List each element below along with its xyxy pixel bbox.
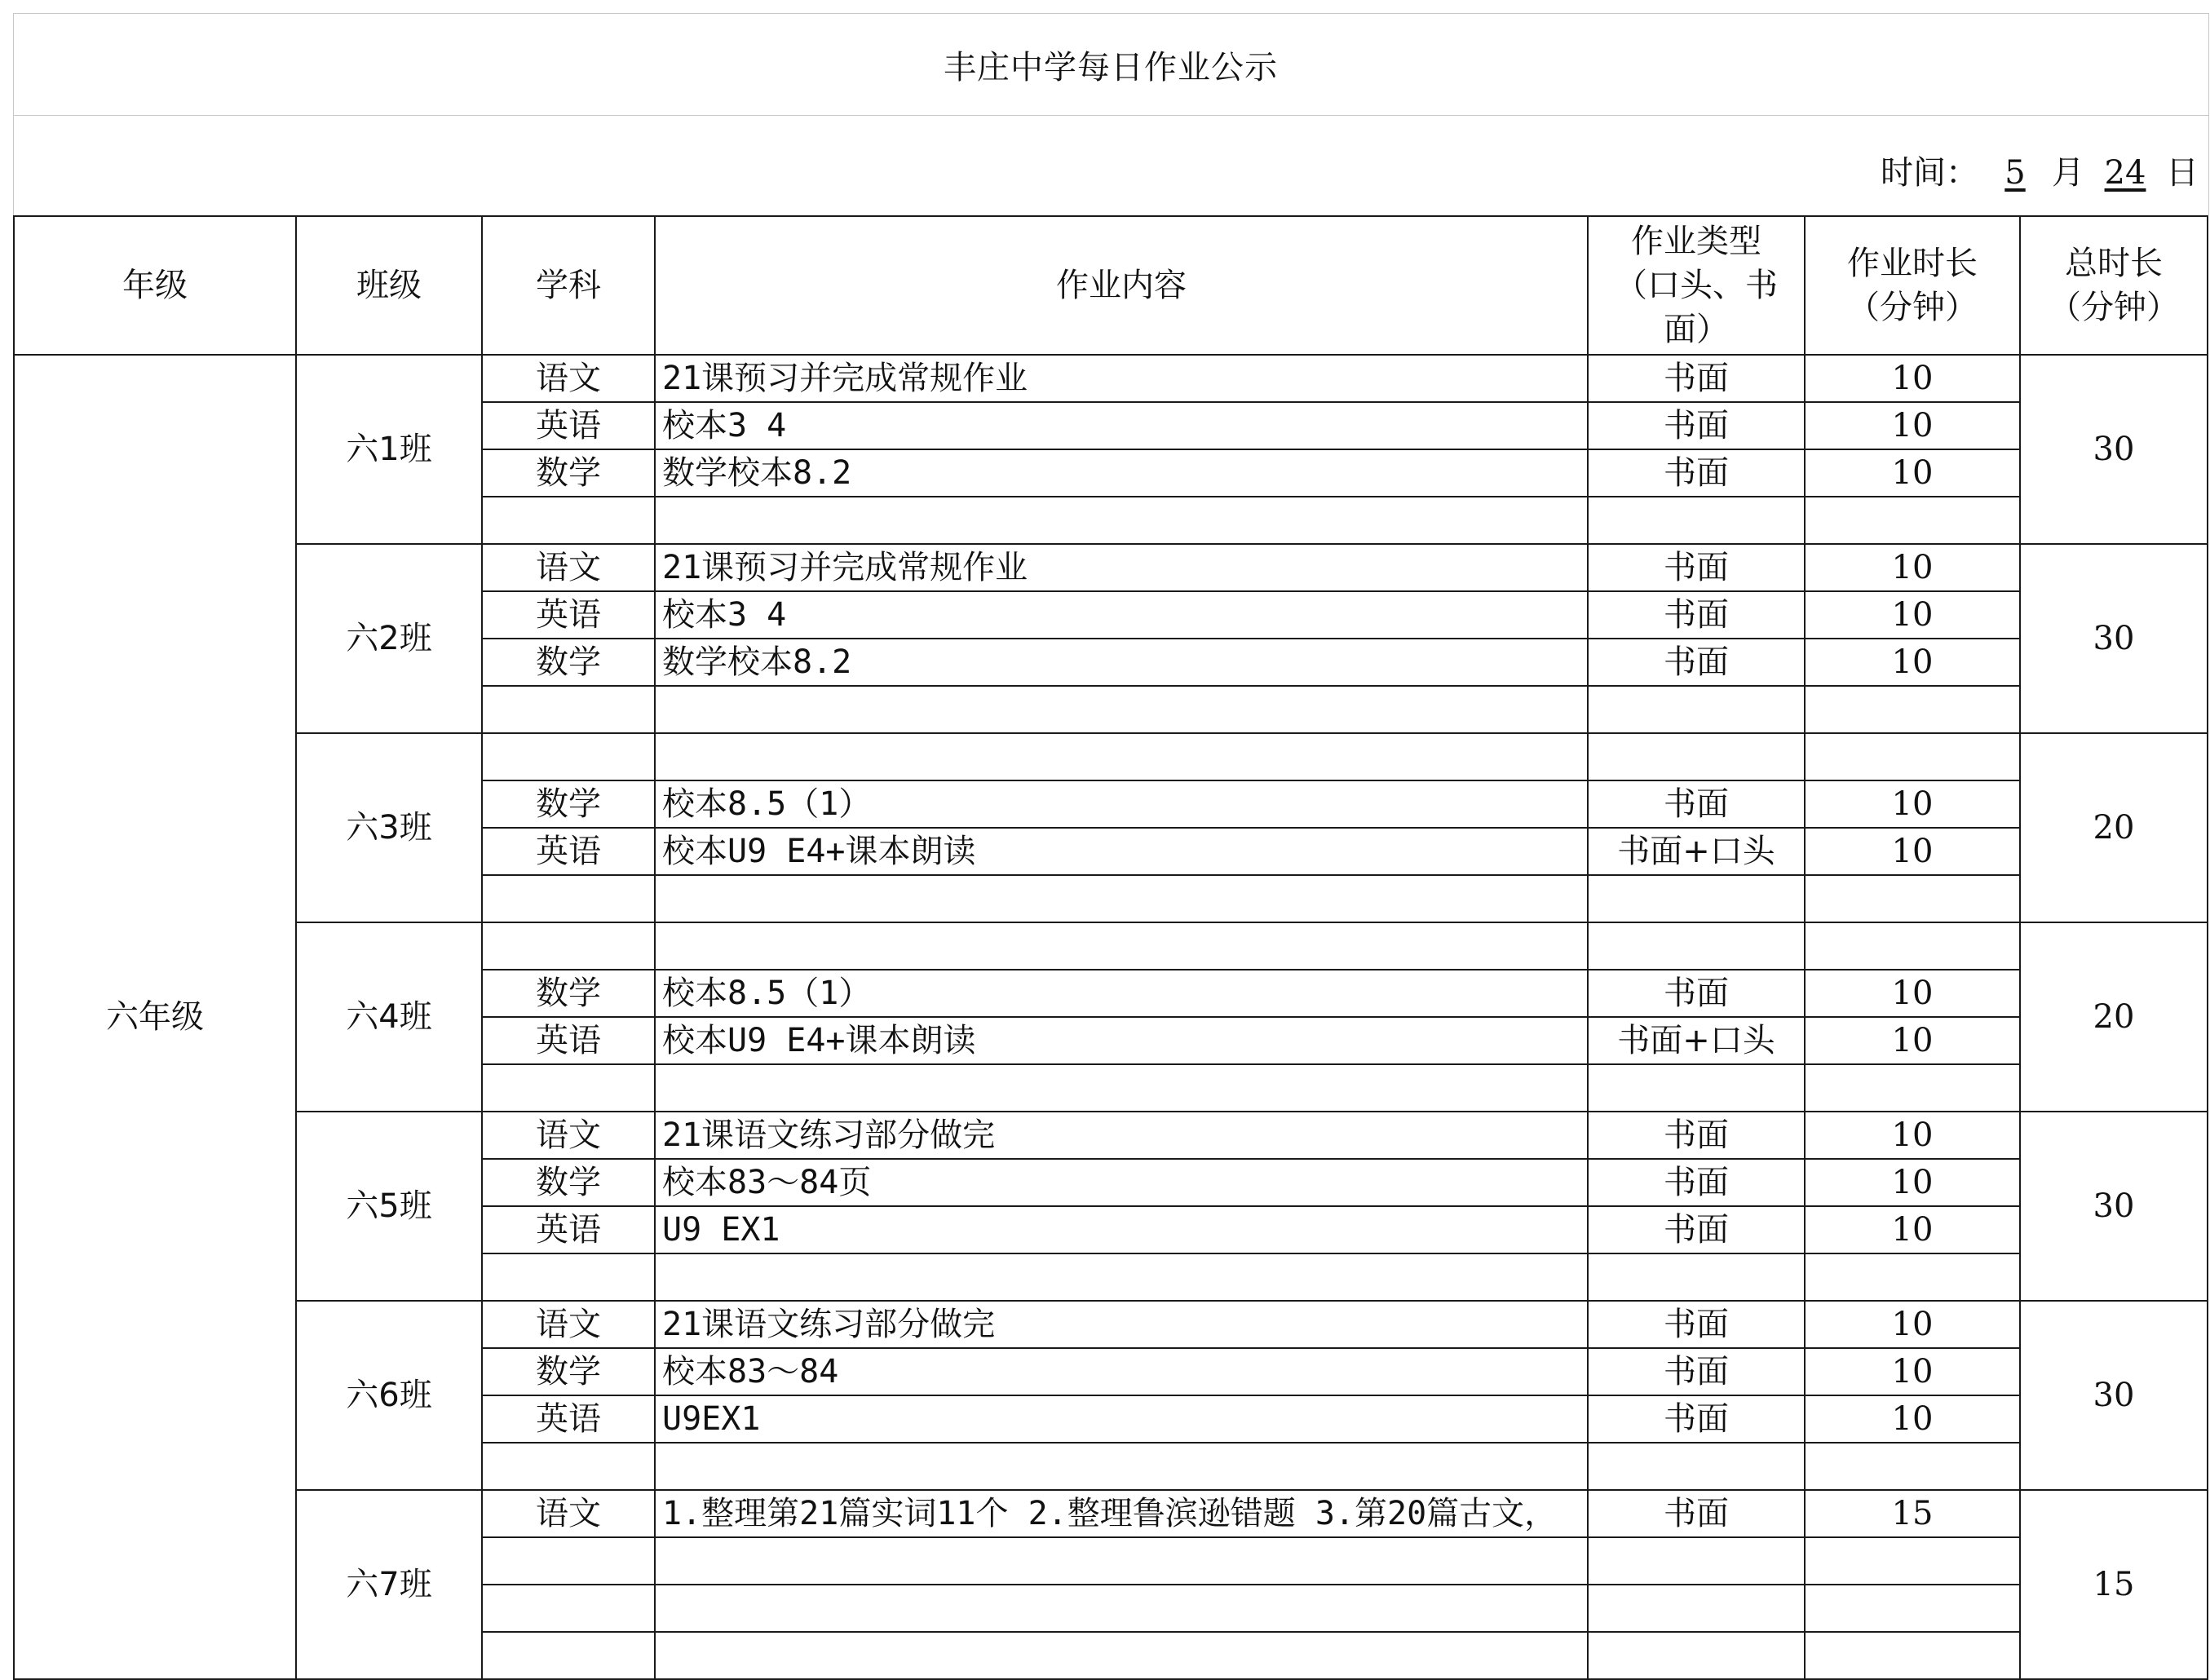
class-cell: 六7班	[296, 1490, 482, 1679]
class-cell: 六1班	[296, 355, 482, 544]
duration-cell: 10	[1805, 1159, 2020, 1206]
type-cell: 书面	[1588, 1112, 1805, 1159]
duration-cell: 10	[1805, 544, 2020, 591]
type-cell	[1588, 1443, 1805, 1490]
table-row	[14, 1112, 2208, 1159]
content-cell: 数学校本8.2	[655, 449, 1588, 497]
content-cell: 校本83～84页	[655, 1159, 1588, 1206]
header-duration-line: （分钟）	[1847, 289, 1978, 326]
header-total-line: 总时长	[2065, 245, 2163, 282]
type-cell: 书面	[1588, 639, 1805, 686]
date-month-label: 月	[2052, 154, 2084, 192]
subject-cell	[482, 1632, 655, 1679]
header-type-line: 作业类型	[1631, 223, 1761, 260]
subject-cell: 英语	[482, 1017, 655, 1064]
subject-cell: 语文	[482, 355, 655, 402]
subject-cell: 英语	[482, 828, 655, 875]
duration-cell: 10	[1805, 1348, 2020, 1395]
duration-cell	[1805, 497, 2020, 544]
duration-cell	[1805, 1632, 2020, 1679]
table-row	[14, 733, 2208, 780]
content-cell	[655, 1253, 1588, 1301]
subject-cell: 语文	[482, 1301, 655, 1348]
sheet-right-border	[2208, 13, 2209, 215]
date-month: 5	[2004, 154, 2026, 192]
duration-cell: 10	[1805, 449, 2020, 497]
type-cell: 书面	[1588, 1159, 1805, 1206]
duration-cell: 10	[1805, 639, 2020, 686]
type-cell	[1588, 1253, 1805, 1301]
duration-cell: 10	[1805, 355, 2020, 402]
content-cell: 校本3 4	[655, 402, 1588, 449]
type-cell: 书面	[1588, 1490, 1805, 1537]
content-cell	[655, 1064, 1588, 1112]
subject-cell: 数学	[482, 449, 655, 497]
header-type-line: 面）	[1664, 311, 1729, 348]
content-cell: 21课语文练习部分做完	[655, 1301, 1588, 1348]
duration-cell: 15	[1805, 1490, 2020, 1537]
header-row	[14, 216, 2208, 355]
total-cell: 30	[2020, 1112, 2208, 1301]
subject-cell: 数学	[482, 639, 655, 686]
total-cell: 20	[2020, 922, 2208, 1112]
content-cell	[655, 733, 1588, 780]
duration-cell: 10	[1805, 828, 2020, 875]
subject-cell	[482, 1585, 655, 1632]
total-cell: 30	[2020, 1301, 2208, 1490]
duration-cell: 10	[1805, 970, 2020, 1017]
type-cell: 书面	[1588, 970, 1805, 1017]
duration-cell	[1805, 875, 2020, 922]
type-cell: 书面	[1588, 1348, 1805, 1395]
total-cell: 20	[2020, 733, 2208, 922]
type-cell: 书面+口头	[1588, 828, 1805, 875]
type-cell	[1588, 922, 1805, 970]
subject-cell	[482, 875, 655, 922]
subject-cell: 语文	[482, 1112, 655, 1159]
subject-cell: 英语	[482, 402, 655, 449]
duration-cell: 10	[1805, 1017, 2020, 1064]
type-cell	[1588, 1537, 1805, 1585]
table-row	[14, 1301, 2208, 1348]
subject-cell: 数学	[482, 1348, 655, 1395]
type-cell	[1588, 1585, 1805, 1632]
duration-cell: 10	[1805, 1206, 2020, 1253]
content-cell: 1.整理第21篇实词11个 2.整理鲁滨逊错题 3.第20篇古文，	[655, 1490, 1588, 1537]
header-class: 班级	[296, 216, 482, 355]
date-prefix: 时间：	[1881, 154, 1978, 192]
subject-cell: 数学	[482, 780, 655, 828]
type-cell: 书面	[1588, 591, 1805, 639]
duration-cell: 10	[1805, 780, 2020, 828]
subject-cell: 英语	[482, 1206, 655, 1253]
content-cell: 21课预习并完成常规作业	[655, 544, 1588, 591]
subject-cell: 语文	[482, 1490, 655, 1537]
class-cell: 六2班	[296, 544, 482, 733]
date-row	[13, 114, 2208, 216]
duration-cell: 10	[1805, 591, 2020, 639]
duration-cell	[1805, 1443, 2020, 1490]
class-cell: 六5班	[296, 1112, 482, 1301]
subject-cell: 数学	[482, 1159, 655, 1206]
header-type	[1588, 216, 1805, 355]
content-cell	[655, 1632, 1588, 1679]
date-day: 24	[2104, 154, 2146, 192]
table-row	[14, 922, 2208, 970]
duration-cell: 10	[1805, 402, 2020, 449]
header-total-line: （分钟）	[2049, 289, 2179, 326]
content-cell	[655, 875, 1588, 922]
header-duration-line: 作业时长	[1847, 245, 1978, 282]
header-type-line: （口头、书	[1615, 267, 1778, 304]
type-cell: 书面	[1588, 780, 1805, 828]
subject-cell: 英语	[482, 1395, 655, 1443]
content-cell	[655, 686, 1588, 733]
type-cell: 书面	[1588, 1301, 1805, 1348]
duration-cell	[1805, 1537, 2020, 1585]
content-cell: 校本U9 E4+课本朗读	[655, 828, 1588, 875]
content-cell: 21课预习并完成常规作业	[655, 355, 1588, 402]
class-cell: 六4班	[296, 922, 482, 1112]
header-duration	[1805, 216, 2020, 355]
content-cell	[655, 1537, 1588, 1585]
date-line	[1881, 147, 2199, 193]
title-row	[13, 13, 2208, 116]
subject-cell	[482, 733, 655, 780]
type-cell	[1588, 733, 1805, 780]
duration-cell	[1805, 686, 2020, 733]
content-cell	[655, 922, 1588, 970]
total-cell: 30	[2020, 355, 2208, 544]
class-cell: 六6班	[296, 1301, 482, 1490]
type-cell	[1588, 875, 1805, 922]
content-cell: 校本83～84	[655, 1348, 1588, 1395]
class-cell: 六3班	[296, 733, 482, 922]
header-subject: 学科	[482, 216, 655, 355]
content-cell: U9EX1	[655, 1395, 1588, 1443]
subject-cell	[482, 1537, 655, 1585]
subject-cell: 数学	[482, 970, 655, 1017]
content-cell: 21课语文练习部分做完	[655, 1112, 1588, 1159]
table-row	[14, 544, 2208, 591]
content-cell: U9 EX1	[655, 1206, 1588, 1253]
header-grade: 年级	[14, 216, 296, 355]
content-cell: 数学校本8.2	[655, 639, 1588, 686]
subject-cell	[482, 686, 655, 733]
duration-cell	[1805, 733, 2020, 780]
table-body	[14, 355, 2208, 1679]
subject-cell: 语文	[482, 544, 655, 591]
content-cell: 校本U9 E4+课本朗读	[655, 1017, 1588, 1064]
type-cell: 书面	[1588, 1395, 1805, 1443]
duration-cell: 10	[1805, 1395, 2020, 1443]
subject-cell	[482, 1253, 655, 1301]
content-cell	[655, 1443, 1588, 1490]
homework-table	[13, 215, 2208, 1680]
type-cell	[1588, 1064, 1805, 1112]
grade-cell: 六年级	[14, 355, 296, 1679]
total-cell: 30	[2020, 544, 2208, 733]
content-cell: 校本8.5（1）	[655, 780, 1588, 828]
duration-cell	[1805, 922, 2020, 970]
table-row	[14, 355, 2208, 402]
subject-cell	[482, 1064, 655, 1112]
content-cell: 校本3 4	[655, 591, 1588, 639]
content-cell	[655, 1585, 1588, 1632]
type-cell: 书面	[1588, 355, 1805, 402]
duration-cell	[1805, 1253, 2020, 1301]
type-cell	[1588, 497, 1805, 544]
type-cell	[1588, 1632, 1805, 1679]
type-cell: 书面	[1588, 402, 1805, 449]
subject-cell	[482, 922, 655, 970]
type-cell: 书面+口头	[1588, 1017, 1805, 1064]
total-cell: 15	[2020, 1490, 2208, 1679]
header-content: 作业内容	[655, 216, 1588, 355]
subject-cell	[482, 1443, 655, 1490]
duration-cell	[1805, 1585, 2020, 1632]
duration-cell: 10	[1805, 1301, 2020, 1348]
type-cell: 书面	[1588, 544, 1805, 591]
subject-cell: 英语	[482, 591, 655, 639]
page-title: 丰庄中学每日作业公示	[944, 48, 1278, 86]
duration-cell: 10	[1805, 1112, 2020, 1159]
type-cell: 书面	[1588, 1206, 1805, 1253]
type-cell: 书面	[1588, 449, 1805, 497]
header-total	[2020, 216, 2208, 355]
table-row	[14, 1490, 2208, 1537]
duration-cell	[1805, 1064, 2020, 1112]
date-day-label: 日	[2166, 154, 2199, 192]
content-cell	[655, 497, 1588, 544]
type-cell	[1588, 686, 1805, 733]
content-cell: 校本8.5（1）	[655, 970, 1588, 1017]
subject-cell	[482, 497, 655, 544]
